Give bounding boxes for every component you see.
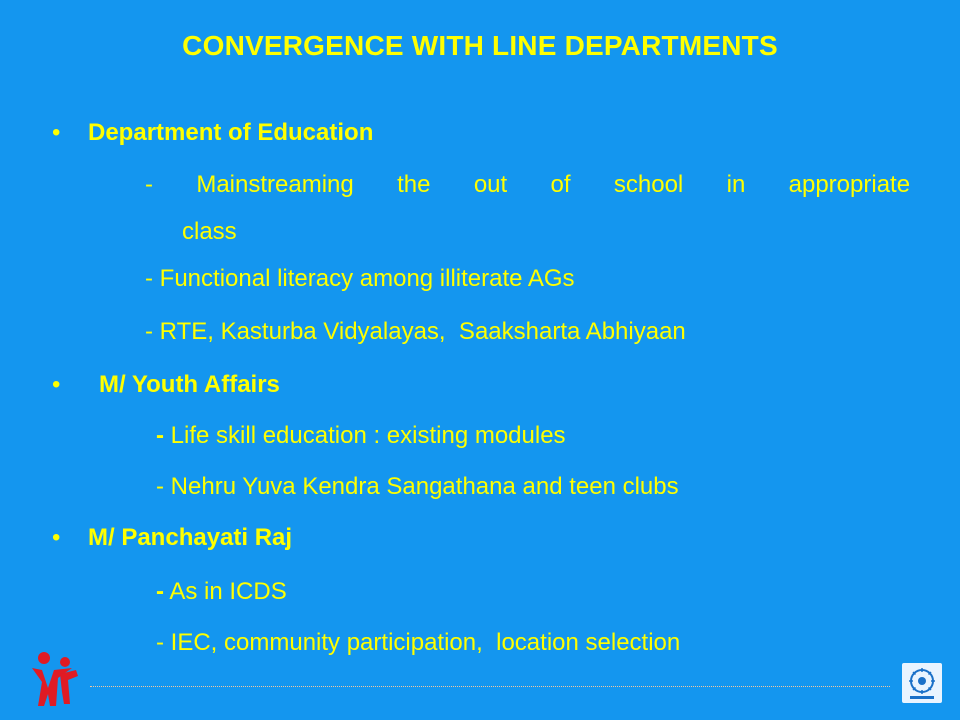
section-heading-youth-affairs: M/ Youth Affairs: [99, 371, 280, 398]
youth-item-1: [156, 421, 566, 451]
item-dash: -: [145, 265, 153, 292]
section-heading-education: Department of Education: [88, 119, 374, 146]
bullet-icon: •: [52, 371, 61, 398]
item-text: Functional literacy among illiterate AGs: [159, 265, 575, 292]
item-text: IEC, community participation, location selection: [170, 629, 681, 656]
family-figures-logo-icon: [28, 648, 82, 712]
government-seal-svg: [902, 663, 942, 703]
item-text: RTE, Kasturba Vidyalayas, Saaksharta Abhiyaan: [159, 318, 686, 345]
bullet-icon: •: [52, 119, 61, 146]
panchayati-item-2: [156, 628, 680, 658]
bullet-icon: •: [52, 524, 61, 551]
education-item-2: [145, 264, 575, 294]
item-dash: -: [145, 171, 153, 198]
section-heading-panchayati-raj: M/ Panchayati Raj: [88, 524, 293, 551]
item-dash: -: [156, 578, 164, 605]
education-item-1: - Mainstreaming the out of school in appropriate: [145, 171, 911, 198]
item-dash: -: [145, 318, 153, 345]
item-dash: -: [156, 629, 164, 656]
item-text: Nehru Yuva Kendra Sangathana and teen clubs: [170, 473, 679, 500]
item-text: As in ICDS: [169, 578, 287, 605]
item-text: Life skill education : existing modules: [170, 422, 566, 449]
panchayati-item-1: [156, 577, 287, 607]
slide-title: CONVERGENCE WITH LINE DEPARTMENTS: [182, 30, 778, 61]
item-dash: -: [156, 422, 164, 449]
footer-divider: [90, 686, 890, 687]
item-dash: -: [156, 473, 164, 500]
education-item-1-continuation: class: [182, 218, 237, 245]
youth-item-2: [156, 472, 679, 502]
government-seal-logo-icon: [902, 663, 942, 703]
family-figures-logo-svg: [28, 648, 82, 712]
education-item-3: [145, 317, 686, 347]
